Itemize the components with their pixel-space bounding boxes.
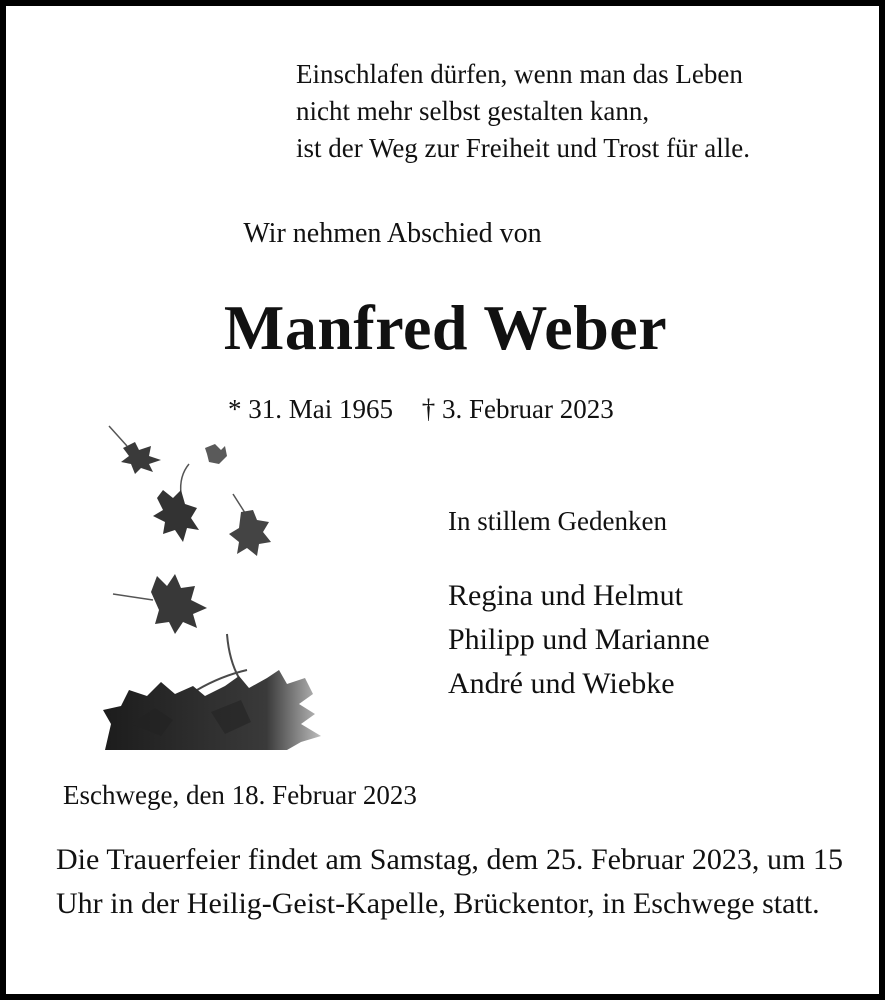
- mourner: Philipp und Marianne: [448, 623, 710, 656]
- mourner: André und Wiebke: [448, 667, 675, 700]
- leaf-icon: [113, 574, 207, 634]
- mourners-list: [448, 574, 710, 706]
- birth-date: * 31. Mai 1965: [228, 394, 393, 424]
- in-memory-line: In stillem Gedenken: [448, 506, 667, 536]
- funeral-service-info: Die Trauerfeier findet am Samstag, dem 25. Februar 2023, um 15 Uhr in der Heilig-Geist-Kapelle, Brückentor, in Eschwege statt.: [56, 843, 843, 920]
- poem-line: ist der Weg zur Freiheit und Trost für alle.: [296, 133, 751, 163]
- place-and-date: Eschwege, den 18. Februar 2023: [63, 780, 417, 810]
- death-date: † 3. Februar 2023: [421, 394, 614, 424]
- mourner: Regina und Helmut: [448, 579, 683, 612]
- leaf-icon: [109, 426, 161, 474]
- farewell-intro: Wir nehmen Abschied von: [243, 218, 542, 249]
- poem: [296, 56, 750, 167]
- poem-line: Einschlafen dürfen, wenn man das Leben: [296, 59, 743, 89]
- leaf-icon: [205, 444, 227, 464]
- falling-leaves-illustration: [101, 424, 331, 754]
- poem-line: nicht mehr selbst gestalten kann,: [296, 96, 650, 126]
- leaf-icon: [229, 494, 271, 556]
- deceased-name: Manfred Weber: [223, 292, 668, 363]
- leaf-icon: [153, 464, 199, 542]
- life-dates: [228, 394, 614, 425]
